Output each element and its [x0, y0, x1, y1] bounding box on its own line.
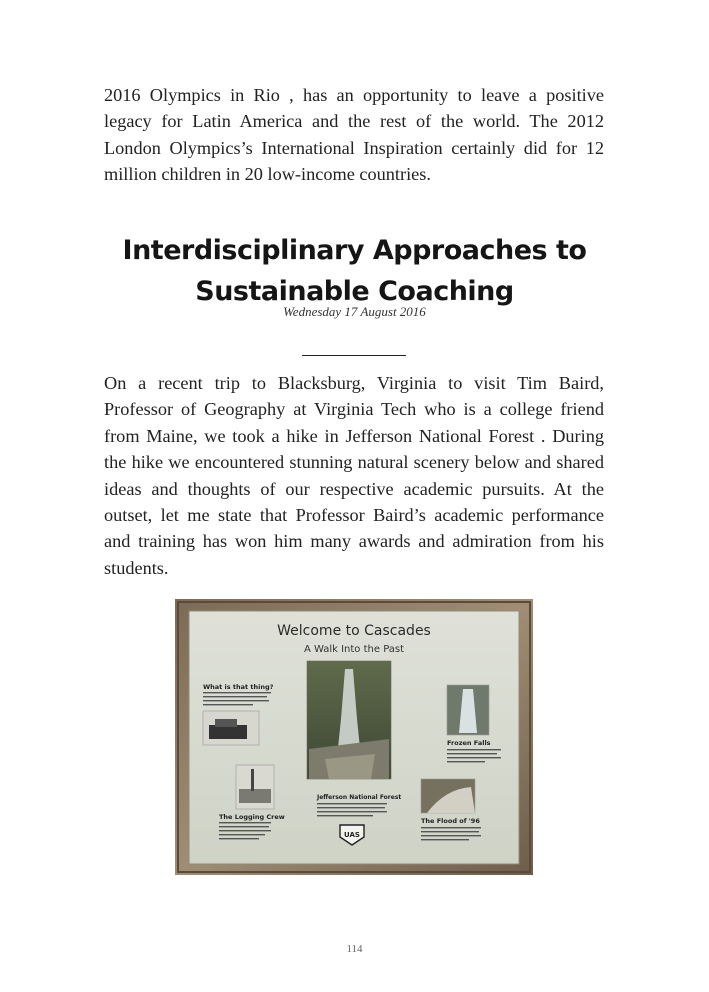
cascades-sign-photo — [175, 599, 533, 875]
sign-jefferson-heading: Jefferson National Forest — [317, 794, 402, 801]
sign-logging-heading: The Logging Crew — [219, 813, 285, 821]
sign-title: Welcome to Cascades — [277, 623, 431, 639]
article-body: On a recent trip to Blacksburg, Virginia to visit Tim Baird, Professor of Geography at Virginia Tech who is a college friend from Maine, we took a hike in Jefferson National Forest . During the hike we encountered stunning natural scenery below and shared ideas and thoughts of our respective academic pursuits. At the outset, let me state that Professor Baird’s academic performance and training has won him many awards and admiration from his students. — [104, 373, 604, 578]
article-title-line1: Interdisciplinary Approaches to — [122, 235, 587, 266]
intro-paragraph: 2016 Olympics in Rio , has an opportunity to leave a positive legacy for Latin America and the rest of the world. The 2012 London Olympics’s International Inspiration certainly did for 12 million children in 20 low-income countries. — [104, 85, 604, 185]
divider — [302, 355, 406, 356]
sign-frozen-heading: Frozen Falls — [447, 739, 491, 747]
sign-subtitle: A Walk Into the Past — [303, 644, 405, 655]
article-title — [60, 230, 649, 312]
logo-text: UAS — [344, 831, 360, 839]
article-title-line2: Sustainable Coaching — [195, 276, 514, 307]
sign-flood-heading: The Flood of '96 — [421, 817, 480, 825]
page-number: 114 — [346, 943, 363, 955]
article-date: Wednesday 17 August 2016 — [283, 304, 426, 319]
sign-what-heading: What is that thing? — [203, 683, 274, 691]
